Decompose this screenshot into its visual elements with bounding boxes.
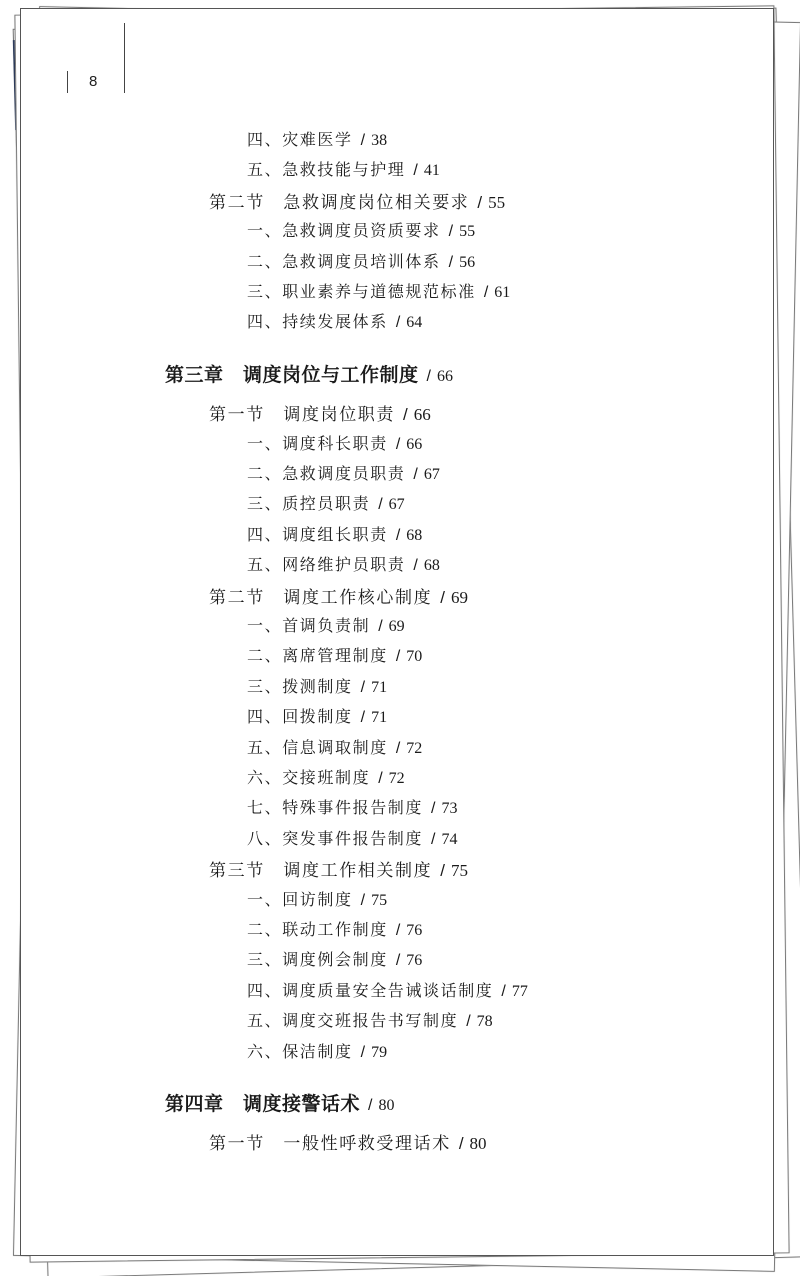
header-rule-right — [124, 23, 125, 93]
toc-page-number: 68 — [423, 557, 440, 575]
toc-separator: / — [378, 496, 383, 514]
toc-entry-title: 三、职业素养与道德规范标准 — [247, 282, 476, 301]
toc-item — [247, 765, 405, 788]
toc-separator: / — [360, 1043, 366, 1061]
toc-chapter — [165, 360, 453, 387]
toc-entry-title: 二、离席管理制度 — [247, 646, 388, 666]
toc-entry-title: 三、调度例会制度 — [247, 950, 388, 970]
toc-entry-title: 五、调度交班报告书写制度 — [247, 1011, 459, 1031]
toc-item — [247, 947, 422, 970]
header-rule-left — [67, 71, 68, 93]
toc-section — [209, 400, 431, 425]
toc-entry-title: 第四章 调度接警话术 — [165, 1093, 361, 1115]
toc-item — [247, 613, 405, 636]
toc-item — [247, 522, 422, 545]
toc-page-number: 73 — [441, 800, 458, 818]
toc-item — [247, 917, 422, 940]
toc-separator: / — [458, 1134, 464, 1154]
toc-separator: / — [395, 952, 401, 970]
toc-entry-title: 五、网络维护员职责 — [247, 555, 406, 575]
toc-item — [247, 309, 422, 332]
toc-separator: / — [413, 557, 418, 575]
toc-separator: / — [395, 314, 401, 332]
toc-item — [247, 218, 475, 241]
toc-separator: / — [413, 466, 418, 483]
toc-separator: / — [440, 587, 445, 607]
toc-separator: / — [395, 648, 401, 666]
toc-item — [247, 735, 422, 758]
toc-separator: / — [395, 739, 401, 757]
toc-section — [209, 188, 505, 213]
toc-separator: / — [395, 922, 401, 939]
toc-page-number: 67 — [423, 466, 440, 483]
toc-entry-title: 第二节 急救调度岗位相关要求 — [209, 192, 470, 213]
toc-separator: / — [448, 253, 454, 271]
toc-page-number: 80 — [469, 1134, 487, 1154]
toc-item — [247, 704, 387, 727]
toc-page-number: 71 — [371, 709, 388, 727]
toc-entry-title: 五、信息调取制度 — [247, 737, 388, 757]
toc-separator: / — [368, 1097, 373, 1114]
toc-item — [247, 157, 440, 180]
toc-page-number: 76 — [406, 952, 423, 970]
toc-item — [247, 461, 440, 484]
toc-entry-title: 第一节 一般性呼救受理话术 — [209, 1134, 451, 1155]
toc-entry-title: 第三章 调度岗位与工作制度 — [165, 363, 419, 386]
toc-item — [247, 887, 387, 910]
toc-entry-title: 二、联动工作制度 — [247, 920, 388, 939]
toc-entry-title: 四、调度质量安全告诫谈话制度 — [247, 980, 494, 1000]
toc-separator: / — [395, 435, 401, 453]
toc-entry-title: 一、急救调度员资质要求 — [247, 221, 441, 241]
toc-separator: / — [431, 800, 436, 818]
toc-entry-title: 五、急救技能与护理 — [247, 160, 406, 180]
toc-separator: / — [360, 709, 366, 727]
toc-entry-title: 三、拨测制度 — [247, 676, 353, 696]
toc-separator: / — [448, 223, 454, 241]
toc-separator: / — [403, 405, 408, 425]
toc-section — [209, 1129, 487, 1154]
toc-entry-title: 二、急救调度员培训体系 — [247, 251, 441, 271]
toc-entry-title: 三、质控员职责 — [247, 494, 371, 514]
toc-item — [247, 1008, 493, 1031]
toc-page-number: 64 — [406, 314, 423, 332]
toc-separator: / — [501, 982, 506, 1000]
toc-entry-title: 第二节 调度工作核心制度 — [209, 587, 433, 608]
toc-chapter — [165, 1089, 394, 1116]
toc-separator: / — [466, 1013, 471, 1031]
toc-item — [247, 1039, 387, 1062]
toc-separator: / — [431, 830, 436, 848]
toc-entry-title: 六、交接班制度 — [247, 768, 371, 787]
toc-page-number: 74 — [441, 830, 458, 848]
toc-page-number: 68 — [406, 526, 423, 544]
toc-page-number: 79 — [371, 1043, 388, 1061]
toc-separator: / — [426, 367, 431, 385]
toc-page-number: 66 — [406, 435, 423, 453]
toc-page-number: 72 — [388, 770, 405, 787]
toc-page-number: 75 — [450, 861, 468, 881]
toc-separator: / — [413, 162, 418, 180]
toc-page-number: 67 — [388, 496, 405, 514]
toc-page-number: 69 — [388, 618, 405, 635]
toc-entry-title: 四、调度组长职责 — [247, 524, 388, 544]
toc-separator: / — [360, 132, 366, 149]
toc-separator: / — [440, 861, 445, 881]
toc-item — [247, 674, 387, 697]
toc-entry-title: 四、灾难医学 — [247, 130, 353, 149]
toc-page-number: 69 — [450, 587, 468, 607]
toc-item — [247, 431, 422, 454]
page-number: 8 — [89, 73, 98, 90]
toc-item — [247, 279, 510, 302]
toc-page-number: 72 — [406, 739, 423, 757]
toc-entry-title: 第一节 调度岗位职责 — [209, 405, 395, 426]
toc-entry-title: 六、保洁制度 — [247, 1041, 353, 1061]
toc-separator: / — [483, 284, 489, 301]
toc-entry-title: 一、回访制度 — [247, 889, 353, 909]
toc-separator: / — [477, 192, 483, 212]
toc-entry-title: 四、持续发展体系 — [247, 312, 388, 332]
toc-page-number: 71 — [371, 678, 388, 696]
toc-item — [247, 826, 457, 849]
toc-page-number: 80 — [378, 1097, 395, 1114]
toc-item — [247, 127, 387, 150]
toc-item — [247, 643, 422, 666]
toc-separator: / — [378, 618, 383, 635]
toc-item — [247, 795, 457, 818]
toc-page-number: 41 — [423, 162, 440, 180]
toc-separator: / — [360, 891, 366, 909]
toc-item — [247, 978, 528, 1001]
toc-page-number: 70 — [406, 648, 423, 666]
toc-separator: / — [378, 770, 383, 787]
toc-entry-title: 第三节 调度工作相关制度 — [209, 861, 433, 882]
toc-page-number: 76 — [406, 922, 423, 939]
toc-item — [247, 491, 405, 514]
toc-section — [209, 856, 468, 881]
toc-entry-title: 二、急救调度员职责 — [247, 464, 406, 483]
toc-page-number: 78 — [476, 1013, 493, 1031]
toc-entry-title: 一、调度科长职责 — [247, 433, 388, 453]
toc-page-number: 66 — [436, 367, 453, 385]
toc-page-number: 56 — [459, 253, 476, 271]
toc-page-number: 55 — [488, 192, 506, 212]
toc-page-number: 38 — [371, 132, 388, 149]
toc-entry-title: 八、突发事件报告制度 — [247, 828, 424, 848]
toc-page-number: 55 — [459, 223, 476, 241]
toc-entry-title: 一、首调负责制 — [247, 616, 371, 635]
toc-page-number: 75 — [371, 891, 388, 909]
toc-item — [247, 552, 440, 575]
toc-entry-title: 四、回拨制度 — [247, 707, 353, 727]
toc-entry-title: 七、特殊事件报告制度 — [247, 798, 424, 818]
toc-page-number: 77 — [511, 982, 528, 1000]
toc-page-number: 61 — [494, 284, 511, 301]
toc-page-number: 66 — [413, 405, 431, 425]
toc-separator: / — [360, 678, 366, 696]
toc-separator: / — [395, 526, 401, 544]
toc-page — [20, 8, 774, 1256]
toc-item — [247, 249, 475, 272]
toc-section — [209, 583, 468, 608]
